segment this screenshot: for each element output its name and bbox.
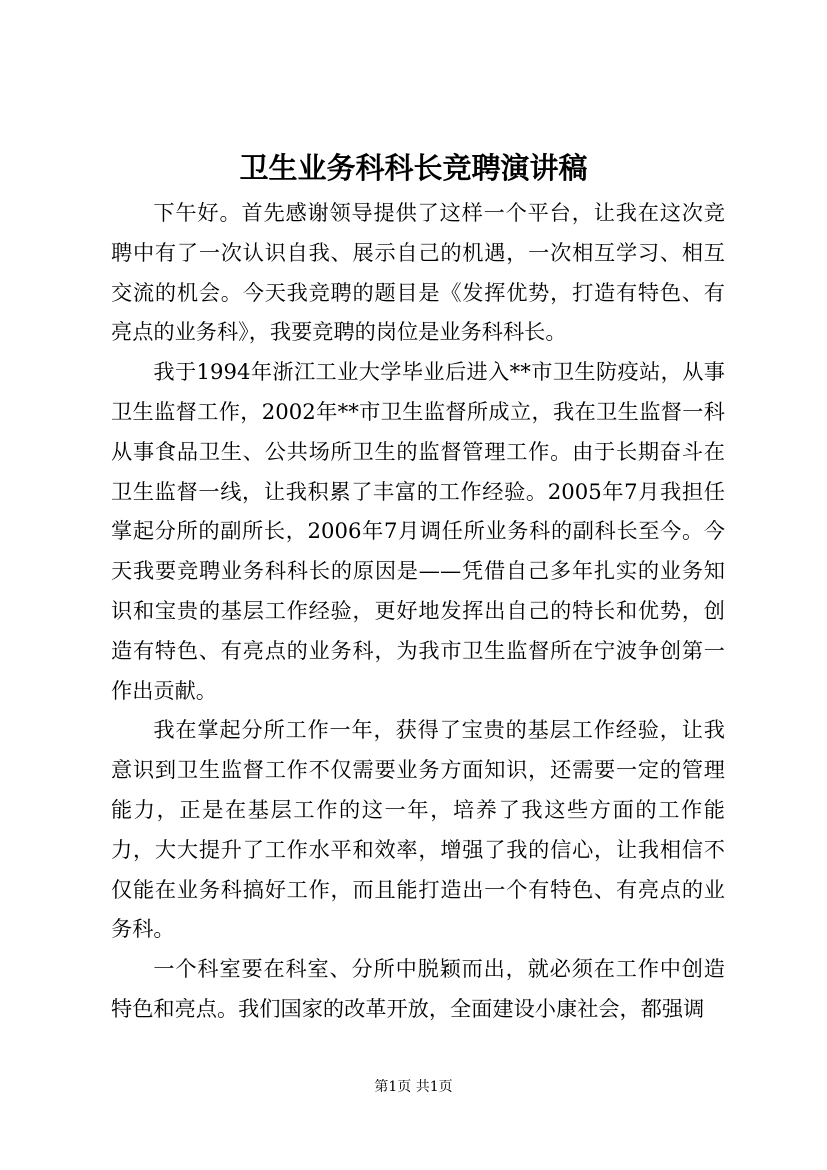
paragraph-4: 一个科室要在科室、分所中脱颖而出，就必须在工作中创造特色和亮点。我们国家的改革开放，全面建设小康社会，都强调 — [111, 956, 725, 1021]
paragraph-1: 下午好。首先感谢领导提供了这样一个平台，让我在这次竞聘中有了一次认识自我、展示自己的机遇，一次相互学习、相互交流的机会。今天我竞聘的题目是《发挥优势，打造有特色、有亮点的业务科》，我要竞聘的岗位是业务科科长。 — [111, 200, 725, 345]
page-footer: 第1页 共1页 — [374, 1079, 453, 1095]
document-body — [111, 193, 725, 1029]
paragraph-3: 我在掌起分所工作一年，获得了宝贵的基层工作经验，让我意识到卫生监督工作不仅需要业务方面知识，还需要一定的管理能力，正是在基层工作的这一年，培养了我这些方面的工作能力，大大提升了工作水平和效率，增强了我的信心，让我相信不仅能在业务科搞好工作，而且能打造出一个有特色、有亮点的业务科。 — [111, 717, 725, 942]
document-title: 卫生业务科科长竞聘演讲稿 — [239, 151, 588, 185]
paragraph-2: 我于1994年浙江工业大学毕业后进入**市卫生防疫站，从事卫生监督工作，2002年**市卫生监督所成立，我在卫生监督一科从事食品卫生、公共场所卫生的监督管理工作。由于长期奋斗在卫生监督一线，让我积累了丰富的工作经验。2005年7月我担任掌起分所的副所长，2006年7月调任所业务科的副科长至今。今天我要竞聘业务科科长的原因是——凭借自己多年扎实的业务知识和宝贵的基层工作经验，更好地发挥出自己的特长和优势，创造有特色、有亮点的业务科，为我市卫生监督所在宁波争创第一作出贡献。 — [111, 359, 725, 703]
